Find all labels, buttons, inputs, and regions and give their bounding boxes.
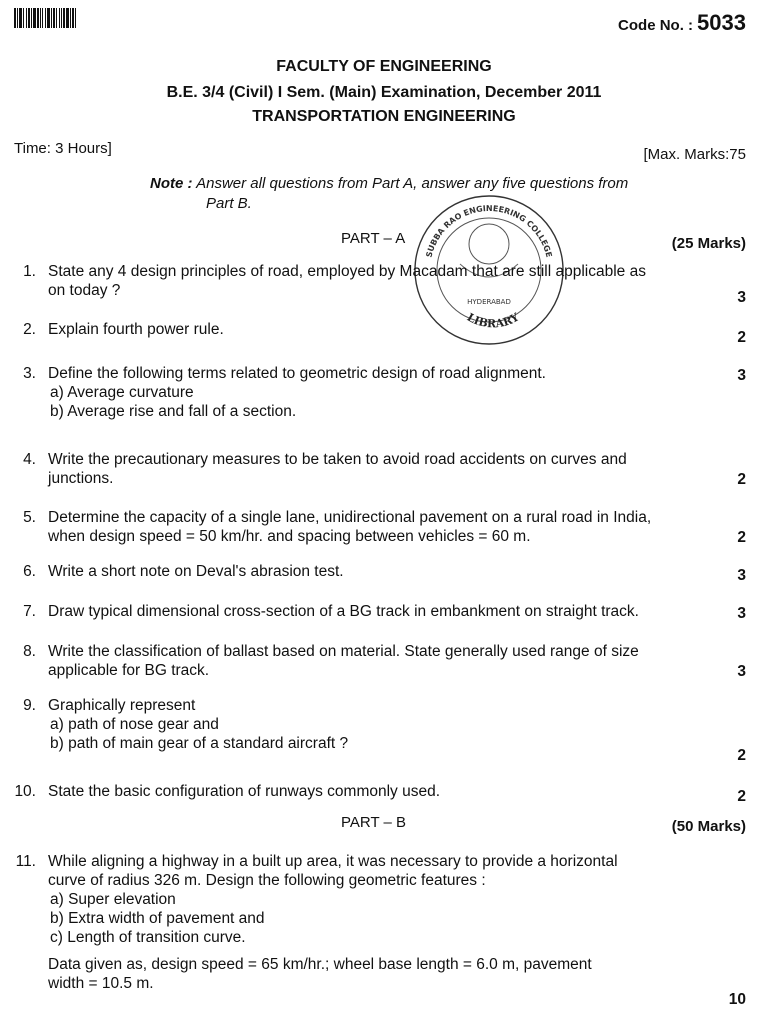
question-line: c) Length of transition curve. [50,929,246,946]
question-text [48,262,708,300]
time-allowed: Time: 3 Hours] [14,140,112,157]
question-number: 3. [23,365,36,382]
question-number: 8. [23,643,36,660]
question-text [48,562,708,581]
question-line: width = 10.5 m. [48,975,154,992]
exam-title: B.E. 3/4 (Civil) I Sem. (Main) Examination, December 2011 [166,84,602,101]
question-number: 9. [23,697,36,714]
question-number: 10. [14,783,36,800]
question-line: b) Average rise and fall of a section. [50,403,297,420]
question-number: 7. [23,603,36,620]
question-line: Write the precautionary measures to be taken to avoid road accidents on curves and [48,451,627,468]
part-a-marks: (25 Marks) [671,235,746,252]
question-text [48,782,708,801]
question-marks: 10 [728,991,746,1008]
question-line: a) path of nose gear and [50,716,219,733]
question-line: on today ? [48,282,121,299]
question-marks: 2 [737,747,746,764]
question-line: when design speed = 50 km/hr. and spacing between vehicles = 60 m. [48,528,531,545]
question-line: Define the following terms related to geometric design of road alignment. [48,365,546,382]
question-line: Graphically represent [48,697,196,714]
question-line: curve of radius 326 m. Design the following geometric features : [48,872,486,889]
question-line: Draw typical dimensional cross-section of a BG track in embankment on straight track. [48,603,639,620]
question-line: b) Extra width of pavement and [50,910,265,927]
question-marks: 3 [737,289,746,306]
part-a-title: PART – A [341,230,406,247]
question-text [48,852,708,993]
part-b-marks: (50 Marks) [671,818,746,835]
question-line: Explain fourth power rule. [48,321,224,338]
note-text-line2: Part B. [206,195,252,212]
note-label: Note : [150,175,193,192]
question-number: 2. [23,321,36,338]
question-number: 1. [23,263,36,280]
question-line: junctions. [48,470,114,487]
question-line: State the basic configuration of runways commonly used. [48,783,441,800]
question-text [48,320,708,339]
question-line: b) path of main gear of a standard aircraft ? [50,735,349,752]
note-text-line1: Answer all questions from Part A, answer any five questions from [196,175,629,192]
question-number: 4. [23,451,36,468]
part-b-title: PART – B [341,814,407,831]
question-marks: 3 [737,567,746,584]
question-marks: 2 [737,329,746,346]
stamp-top-text: SUBBA RAO ENGINEERING COLLEGE [424,203,554,259]
stamp-library-text: LIBRARY [464,310,522,331]
max-marks: [Max. Marks:75 [643,146,746,163]
question-number: 6. [23,563,36,580]
question-line: Data given as, design speed = 65 km/hr.; wheel base length = 6.0 m, pavement [48,956,592,973]
question-line: Write the classification of ballast based on material. State generally used range of size [48,643,639,660]
stamp-city: HYDERABAD [467,298,511,306]
question-text [48,696,708,753]
question-line: a) Super elevation [50,891,176,908]
question-marks: 2 [737,529,746,546]
question-number: 11. [15,853,36,870]
question-text [48,508,708,546]
question-marks: 3 [737,367,746,384]
faculty-title: FACULTY OF ENGINEERING [276,58,492,75]
question-line: applicable for BG track. [48,662,210,679]
question-marks: 3 [737,605,746,622]
question-marks: 3 [737,663,746,680]
question-number: 5. [23,509,36,526]
question-text [48,364,708,421]
code-number [618,10,746,36]
code-label: Code No. : [618,17,694,34]
question-text [48,642,708,680]
question-line: a) Average curvature [50,384,194,401]
question-line: Write a short note on Deval's abrasion test. [48,563,344,580]
subject-title: TRANSPORTATION ENGINEERING [252,108,516,125]
question-marks: 2 [737,471,746,488]
barcode [14,8,106,28]
question-line: While aligning a highway in a built up area, it was necessary to provide a horizontal [48,853,618,870]
question-marks: 2 [737,788,746,805]
question-line: Determine the capacity of a single lane, unidirectional pavement on a rural road in India, [48,509,652,526]
question-text [48,450,708,488]
code-value: 5033 [697,10,746,35]
question-text [48,602,708,621]
question-line: State any 4 design principles of road, employed by Macadam that are still applicable as [48,263,646,280]
